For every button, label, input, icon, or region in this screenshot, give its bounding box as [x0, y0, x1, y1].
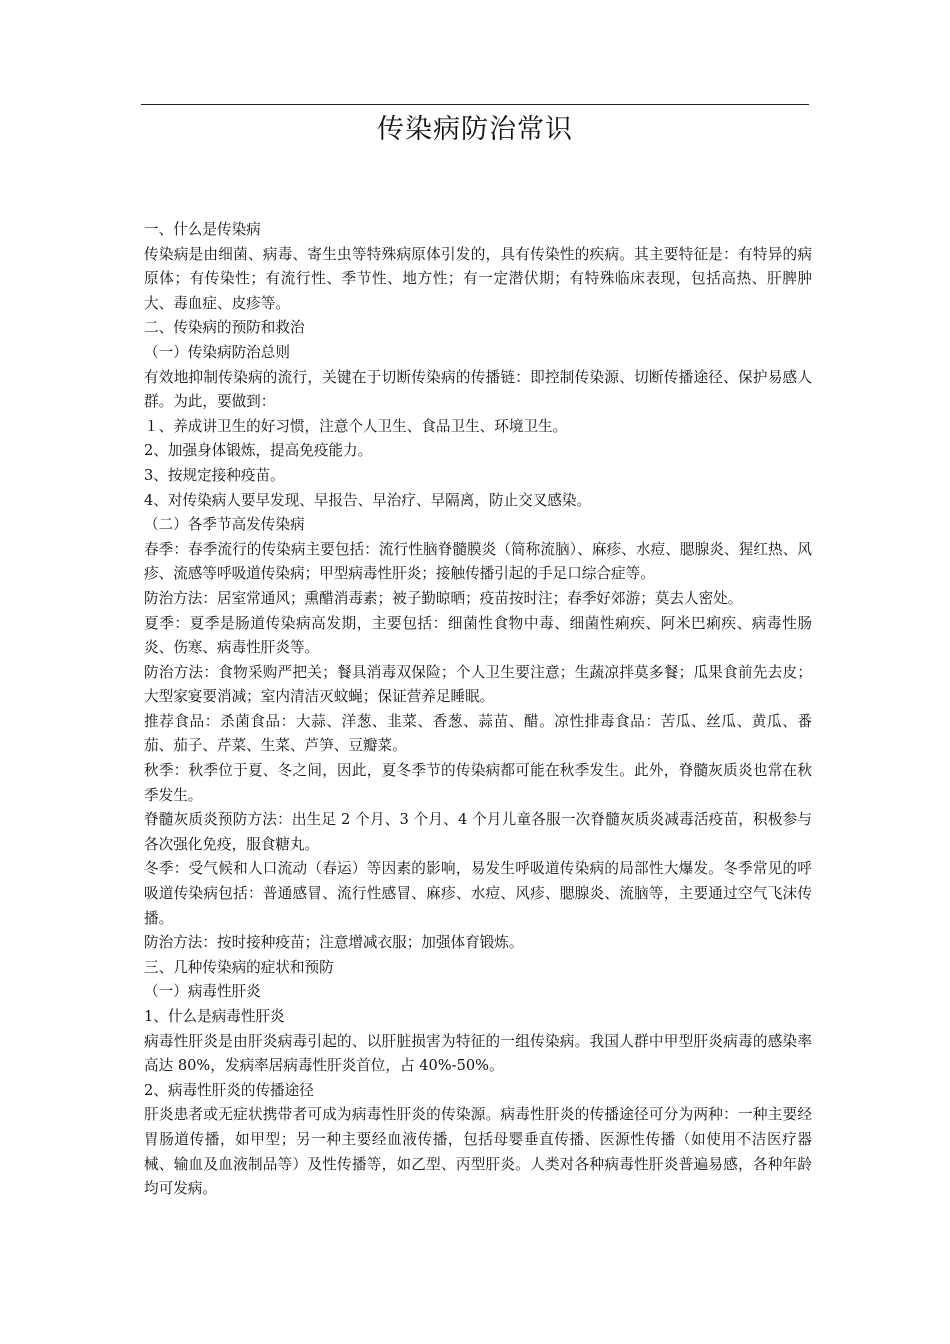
subheading: 1、什么是病毒性肝炎: [144, 1008, 285, 1025]
paragraph: 有效地抑制传染病的流行，关键在于切断传染病的传播链：即控制传染源、切断传播途径、保护易感人群。为此，要做到：: [144, 368, 812, 411]
list-item: 3、按规定接种疫苗。: [144, 466, 285, 484]
subheading-viral-hepatitis: （一）病毒性肝炎: [144, 983, 261, 1001]
paragraph: 推荐食品：杀菌食品：大蒜、洋葱、韭菜、香葱、蒜苗、醋。凉性排毒食品：苦瓜、丝瓜、黄瓜、番茄、茄子、芹菜、生菜、芦笋、豆瓣菜。: [144, 712, 812, 755]
paragraph: 肝炎患者或无症状携带者可成为病毒性肝炎的传染源。病毒性肝炎的传播途径可分为两种：一种主要经胃肠道传播，如甲型；另一种主要经血液传播，包括母婴垂直传播、医源性传播（如使用不洁医疗器械、输血及血液制品等）及性传播等，如乙型、丙型肝炎。人类对各种病毒性肝炎普遍易感，各种年龄均可发病。: [144, 1106, 812, 1198]
document-title: 传染病防治常识: [377, 114, 573, 145]
list-item: １、养成讲卫生的好习惯，注意个人卫生、食品卫生、环境卫生。: [144, 417, 568, 435]
paragraph: 病毒性肝炎是由肝炎病毒引起的、以肝脏损害为特征的一组传染病。我国人群中甲型肝炎病毒的感染率高达 80%，发病率居病毒性肝炎首位，占 40%-50%。: [144, 1032, 812, 1075]
paragraph: 传染病是由细菌、病毒、寄生虫等特殊病原体引发的，具有传染性的疾病。其主要特征是：有特异的病原体；有传染性；有流行性、季节性、地方性；有一定潜伏期；有特殊临床表现，包括高热、肝脾肿大、毒血症、皮疹等。: [144, 245, 812, 312]
list-item: 2、加强身体锻炼，提高免疫能力。: [144, 442, 373, 460]
paragraph: 脊髓灰质炎预防方法：出生足 2 个月、3 个月、4 个月儿童各服一次脊髓灰质炎减毒活疫苗，积极参与各次强化免疫，服食糖丸。: [144, 811, 812, 853]
heading-what-is-infectious-disease: 一、什么是传染病: [144, 221, 261, 238]
paragraph-spring: 春季：春季流行的传染病主要包括：流行性脑脊髓膜炎（简称流脑）、麻疹、水痘、腮腺炎、猩红热、风疹、流感等呼吸道传染病；甲型病毒性肝炎；接触传播引起的手足口综合症等。: [144, 540, 812, 583]
paragraph: 防治方法：按时接种疫苗；注意增减衣服；加强体育锻炼。: [144, 934, 524, 952]
heading-prevention-treatment: 二、传染病的预防和救治: [144, 319, 305, 337]
subheading: 2、病毒性肝炎的传播途径: [144, 1081, 314, 1099]
heading-symptoms-prevention: 三、几种传染病的症状和预防: [144, 958, 334, 976]
document-body: [144, 218, 812, 1202]
header-rule: [141, 104, 809, 105]
paragraph: 防治方法：食物采购严把关；餐具消毒双保险；个人卫生要注意；生蔬凉拌莫多餐；瓜果食前先去皮；大型家宴要消减；室内清洁灭蚊蝇；保证营养足睡眠。: [144, 663, 812, 706]
list-item: 4、对传染病人要早发现、早报告、早治疗、早隔离，防止交叉感染。: [144, 491, 592, 509]
paragraph-autumn: 秋季：秋季位于夏、冬之间，因此，夏冬季节的传染病都可能在秋季发生。此外，脊髓灰质炎也常在秋季发生。: [144, 762, 812, 804]
paragraph-summer: 夏季：夏季是肠道传染病高发期，主要包括：细菌性食物中毒、细菌性痢疾、阿米巴痢疾、病毒性肠炎、伤寒、病毒性肝炎等。: [144, 614, 812, 657]
paragraph: 防治方法：居室常通风；熏醋消毒素；被子勤晾晒；疫苗按时注；春季好郊游；莫去人密处。: [144, 589, 743, 607]
subheading-seasonal-diseases: （二）各季节高发传染病: [144, 516, 305, 534]
paragraph-winter: 冬季：受气候和人口流动（春运）等因素的影响，易发生呼吸道传染病的局部性大爆发。冬季常见的呼吸道传染病包括：普通感冒、流行性感冒、麻疹、水痘、风疹、腮腺炎、流脑等，主要通过空气飞沫传播。: [144, 860, 812, 927]
subheading-general-principles: （一）传染病防治总则: [144, 343, 290, 361]
